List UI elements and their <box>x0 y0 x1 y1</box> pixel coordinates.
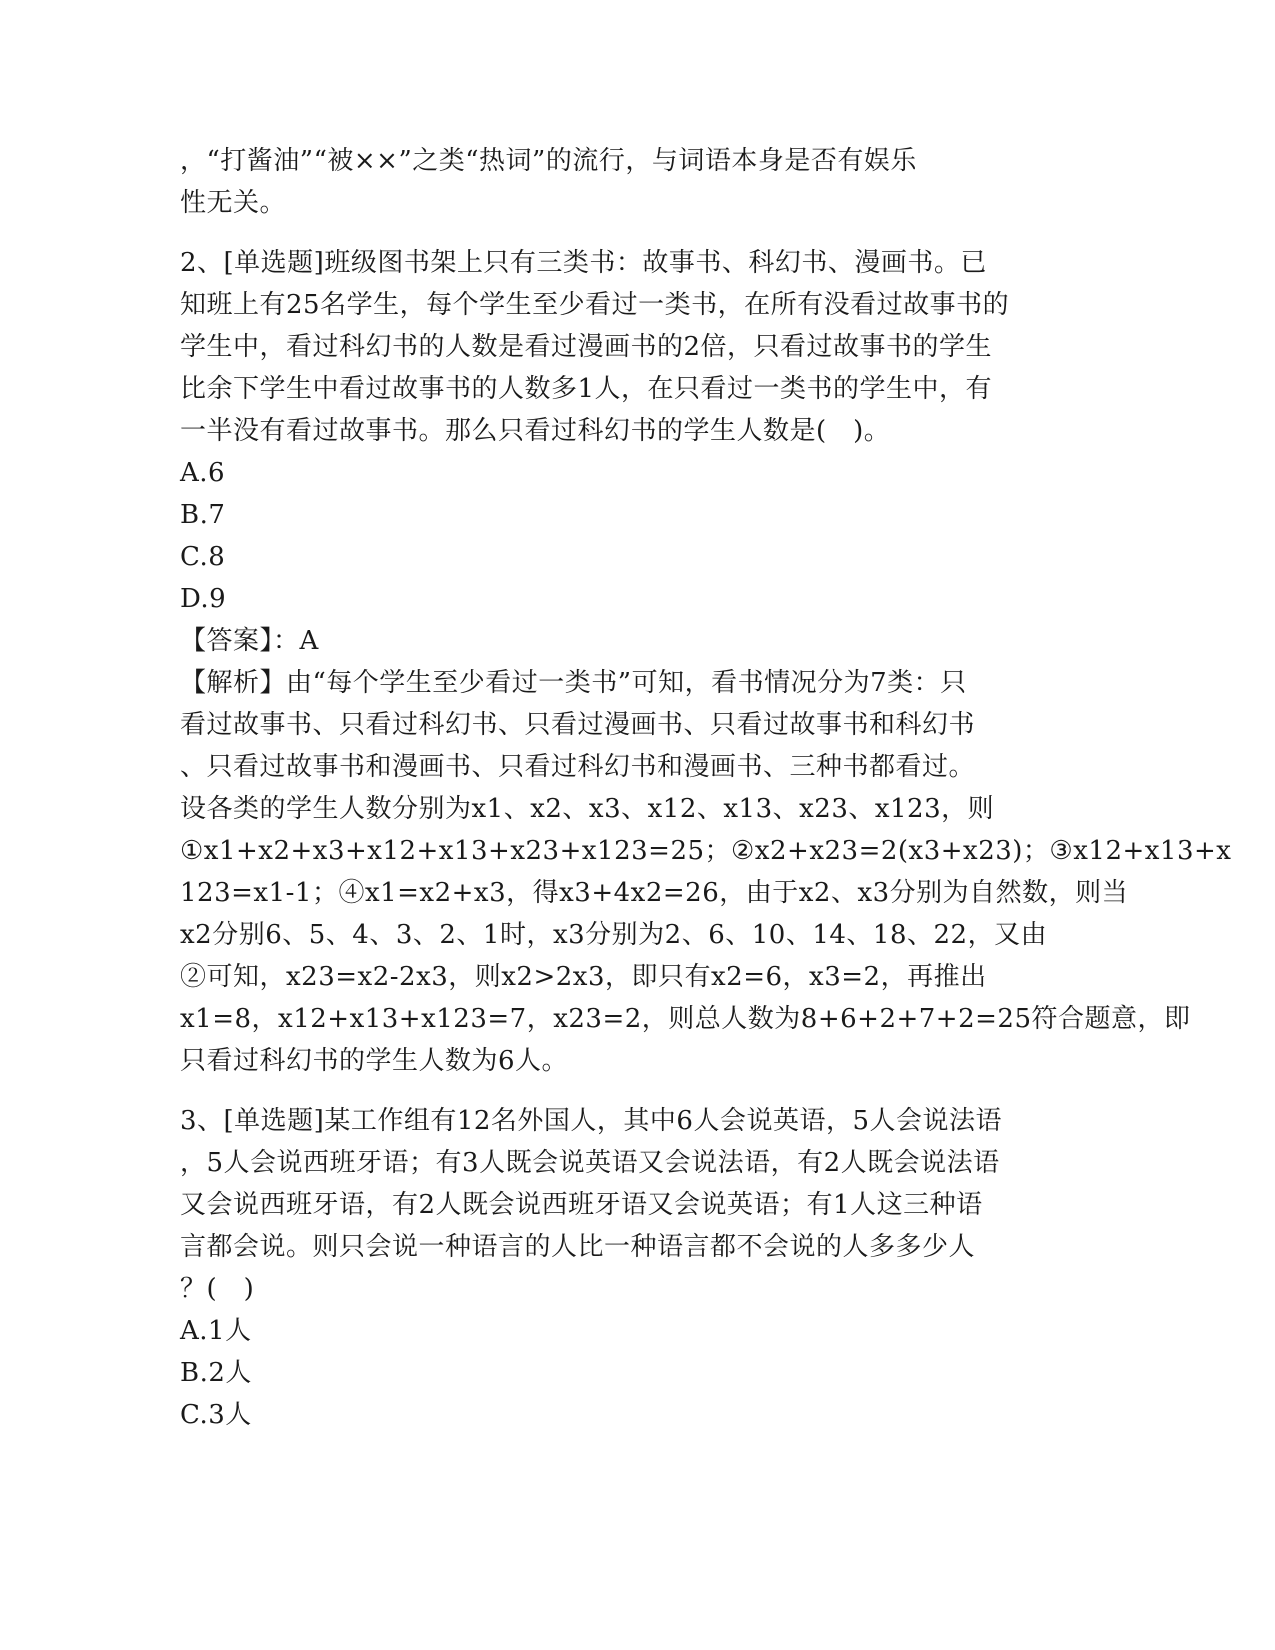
analysis-line: x2分别6、5、4、3、2、1时，x3分别为2、6、10、14、18、22，又由 <box>180 920 1048 950</box>
analysis-line: 123=x1-1；④x1=x2+x3，得x3+4x2=26，由于x2、x3分别为自然数，则当 <box>180 878 1129 908</box>
text-line: ，“打酱油”“被××”之类“热词”的流行，与词语本身是否有娱乐 <box>180 146 917 176</box>
question-3 <box>180 1100 1060 1436</box>
question-stem-line: 3、[单选题]某工作组有12名外国人，其中6人会说英语，5人会说法语 <box>180 1106 1002 1136</box>
analysis-line: 、只看过故事书和漫画书、只看过科幻书和漫画书、三种书都看过。 <box>180 752 976 782</box>
analysis-line: 看过故事书、只看过科幻书、只看过漫画书、只看过故事书和科幻书 <box>180 710 976 740</box>
question-stem-line: 比余下学生中看过故事书的人数多1人，在只看过一类书的学生中，有 <box>180 374 993 404</box>
option-a: A.1人 <box>180 1316 252 1346</box>
analysis-line: ②可知，x23=x2-2x3，则x2>2x3，即只有x2=6，x3=2，再推出 <box>180 962 987 992</box>
text-line: 性无关。 <box>180 188 287 218</box>
question-stem-line: 2、[单选题]班级图书架上只有三类书：故事书、科幻书、漫画书。已 <box>180 248 987 278</box>
analysis-line: 【解析】由“每个学生至少看过一类书”可知，看书情况分为7类：只 <box>180 668 967 698</box>
option-c: C.3人 <box>180 1400 252 1430</box>
option-d: D.9 <box>180 584 227 614</box>
question-2 <box>180 242 1232 1082</box>
question-stem-line: 言都会说。则只会说一种语言的人比一种语言都不会说的人多多少人 <box>180 1232 976 1262</box>
answer: 【答案】：A <box>180 626 319 656</box>
question-stem-line: 学生中，看过科幻书的人数是看过漫画书的2倍，只看过故事书的学生 <box>180 332 993 362</box>
option-b: B.7 <box>180 500 226 530</box>
document-page <box>180 140 1232 1436</box>
option-c: C.8 <box>180 542 226 572</box>
analysis-line: x1=8，x12+x13+x123=7，x23=2，则总人数为8+6+2+7+2=25符合题意，即 <box>180 1004 1191 1034</box>
option-a: A.6 <box>180 458 226 488</box>
analysis-line: 只看过科幻书的学生人数为6人。 <box>180 1046 569 1076</box>
question-stem-line: 知班上有25名学生，每个学生至少看过一类书，在所有没看过故事书的 <box>180 290 1010 320</box>
question-stem-line: 又会说西班牙语，有2人既会说西班牙语又会说英语；有1人这三种语 <box>180 1190 983 1220</box>
question-stem-line: ？( ) <box>180 1274 255 1304</box>
analysis-line: 设各类的学生人数分别为x1、x2、x3、x12、x13、x23、x123，则 <box>180 794 995 824</box>
analysis-line: ①x1+x2+x3+x12+x13+x23+x123=25；②x2+x23=2(x3+x23)；③x12+x13+x <box>180 836 1232 866</box>
question-stem-line: ，5人会说西班牙语；有3人既会说英语又会说法语，有2人既会说法语 <box>180 1148 1000 1178</box>
option-b: B.2人 <box>180 1358 252 1388</box>
q1-tail <box>180 140 1060 224</box>
question-stem-line: 一半没有看过故事书。那么只看过科幻书的学生人数是( )。 <box>180 416 891 446</box>
